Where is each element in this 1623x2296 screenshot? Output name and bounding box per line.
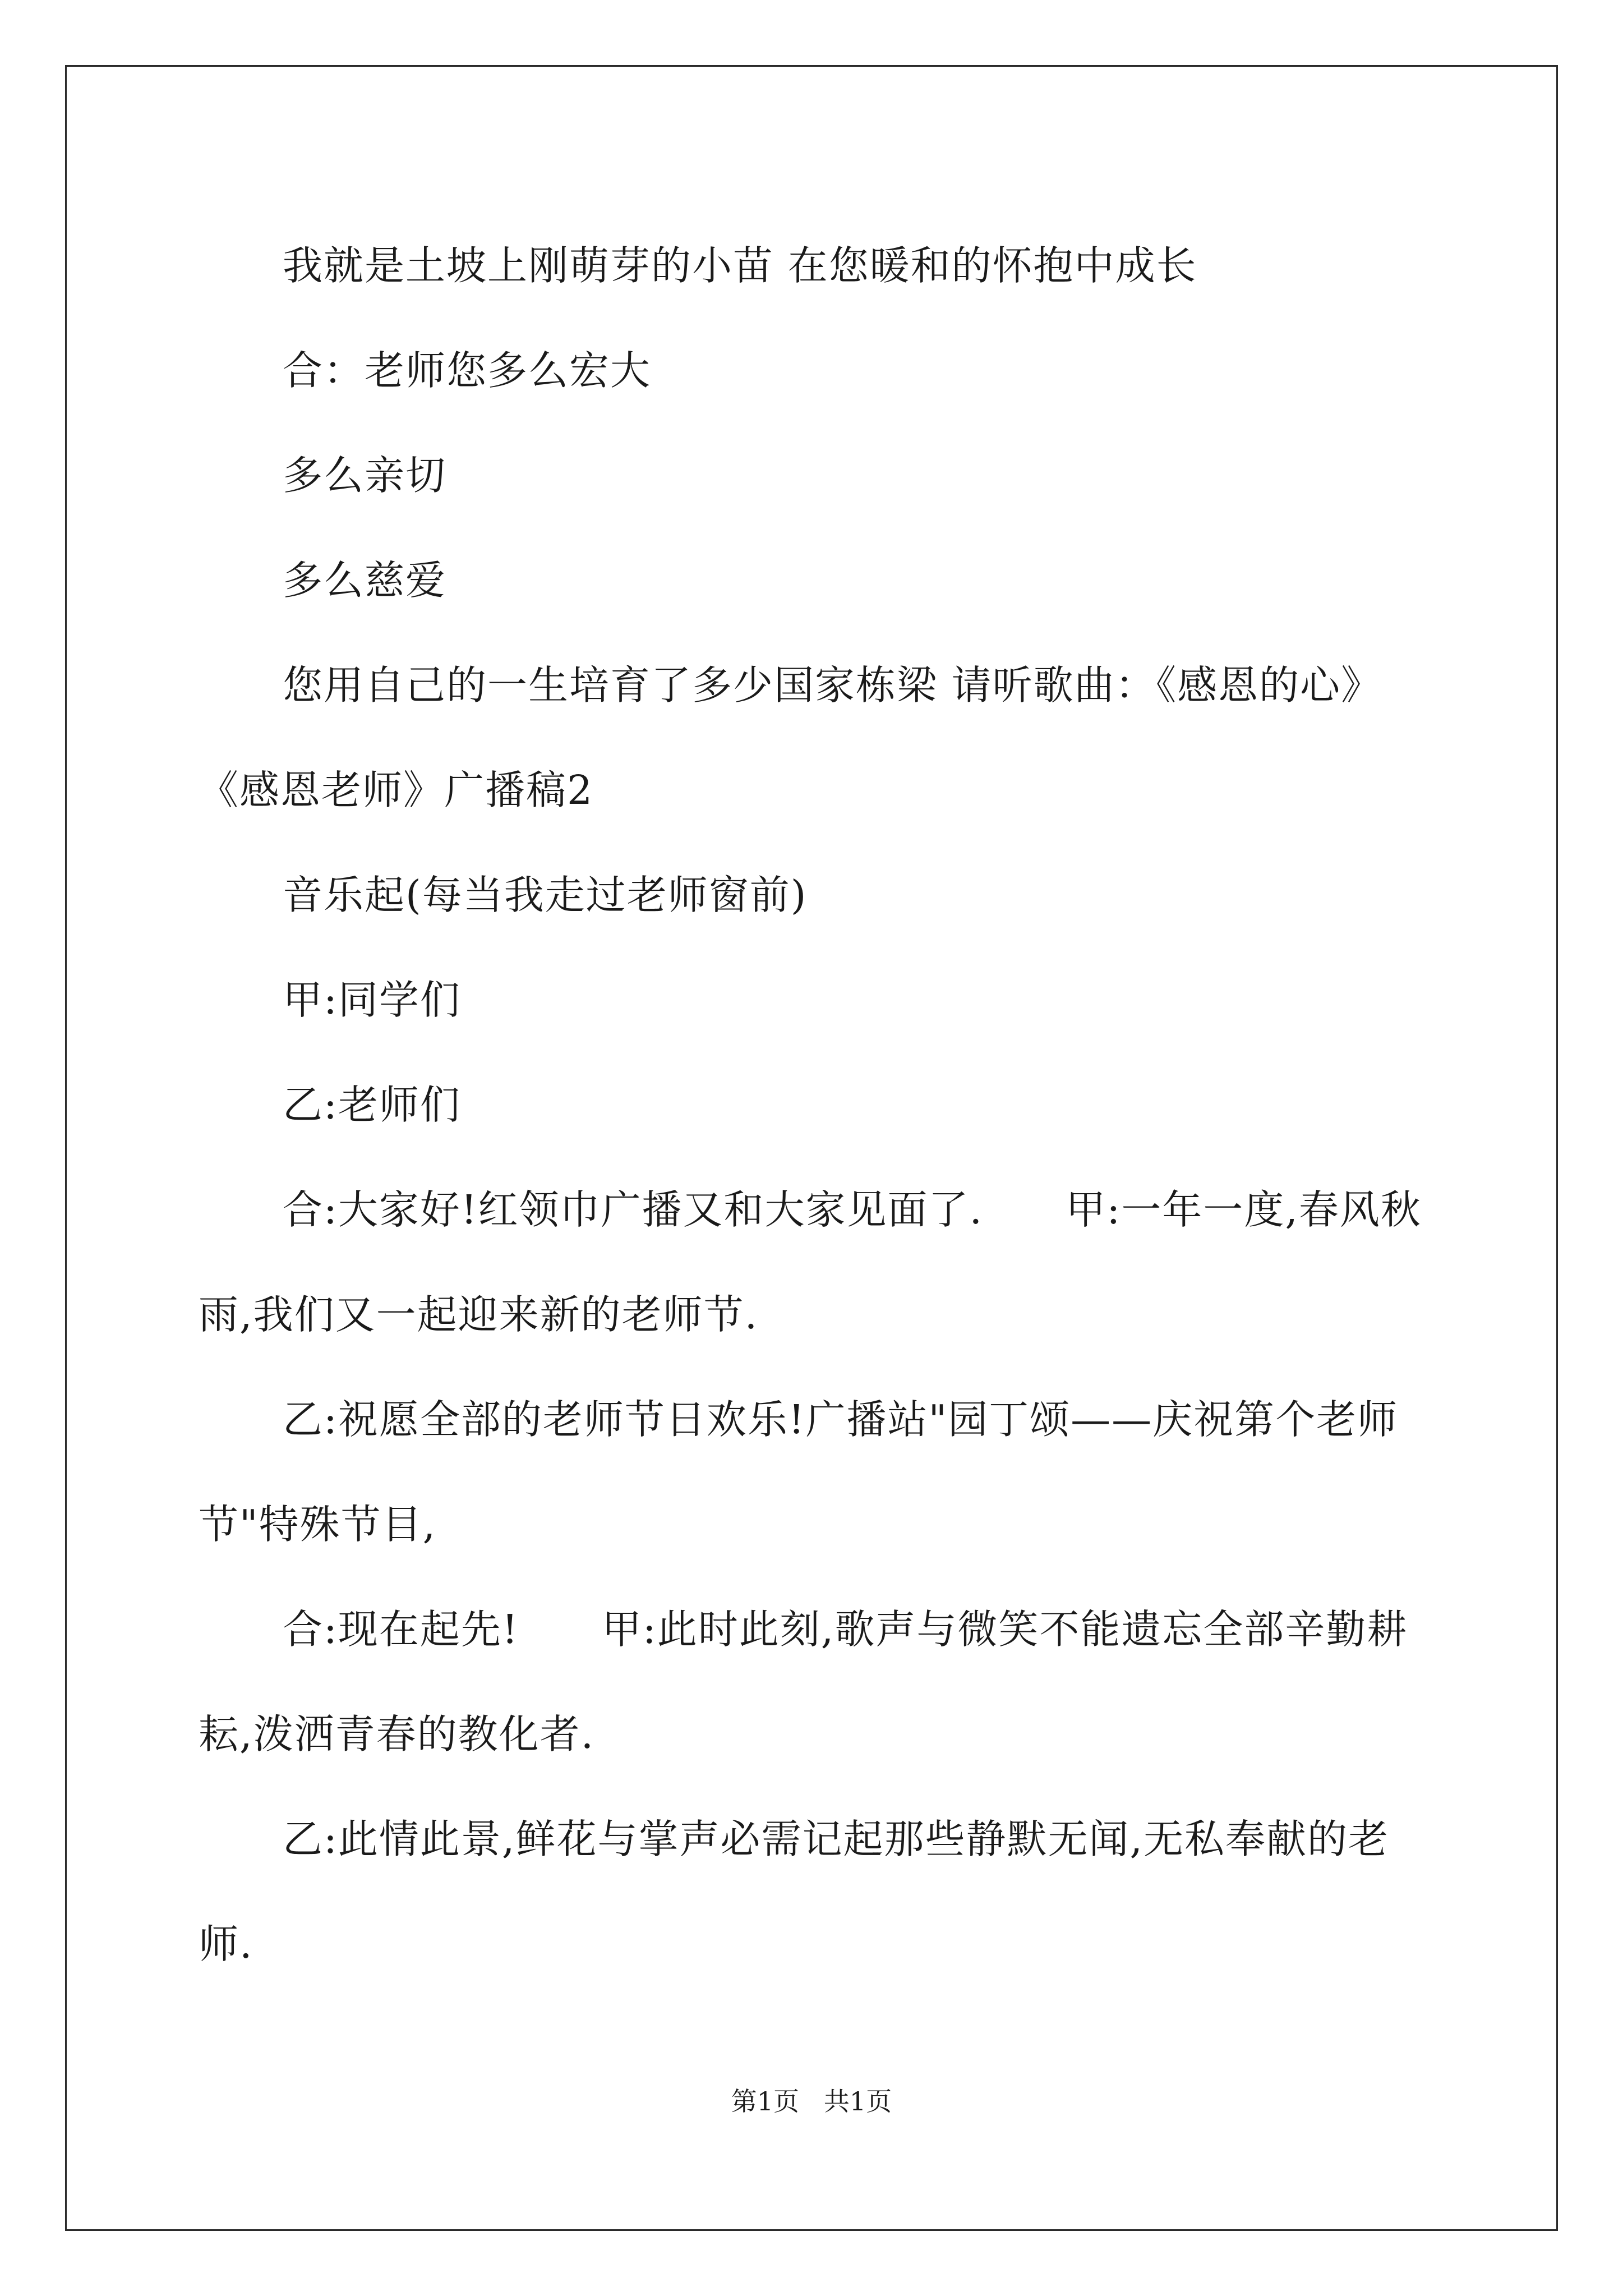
paragraph: 我就是土坡上刚萌芽的小苗 在您暖和的怀抱中成长: [283, 242, 1197, 289]
page-number-footer: 第1页 共1页: [731, 2086, 892, 2116]
document-body: [199, 213, 1432, 1996]
paragraph: 合:现在起先! 甲:此时此刻,歌声与微笑不能遗忘全部辛勤耕耘,泼洒青春的教化者.: [199, 1606, 1408, 1757]
paragraph: 乙:祝愿全部的老师节日欢乐!广播站"园丁颂——庆祝第个老师节"特殊节目,: [199, 1396, 1399, 1548]
section-heading: 《感恩老师》广播稿2: [199, 767, 594, 813]
paragraph: 多么亲切: [283, 452, 447, 499]
paragraph: 合：老师您多么宏大: [283, 347, 652, 394]
paragraph: 您用自己的一生培育了多少国家栋梁 请听歌曲：《感恩的心》: [283, 662, 1382, 708]
paragraph: 合:大家好!红领巾广播又和大家见面了. 甲:一年一度,春风秋雨,我们又一起迎来新的老师节.: [199, 1186, 1422, 1338]
paragraph: 甲:同学们: [283, 977, 461, 1023]
paragraph: 多么慈爱: [283, 557, 447, 604]
paragraph: 音乐起(每当我走过老师窗前): [283, 872, 808, 918]
paragraph: 乙:老师们: [283, 1082, 461, 1128]
paragraph: 乙:此情此景,鲜花与掌声必需记起那些静默无闻,无私奉献的老师.: [199, 1816, 1390, 1967]
